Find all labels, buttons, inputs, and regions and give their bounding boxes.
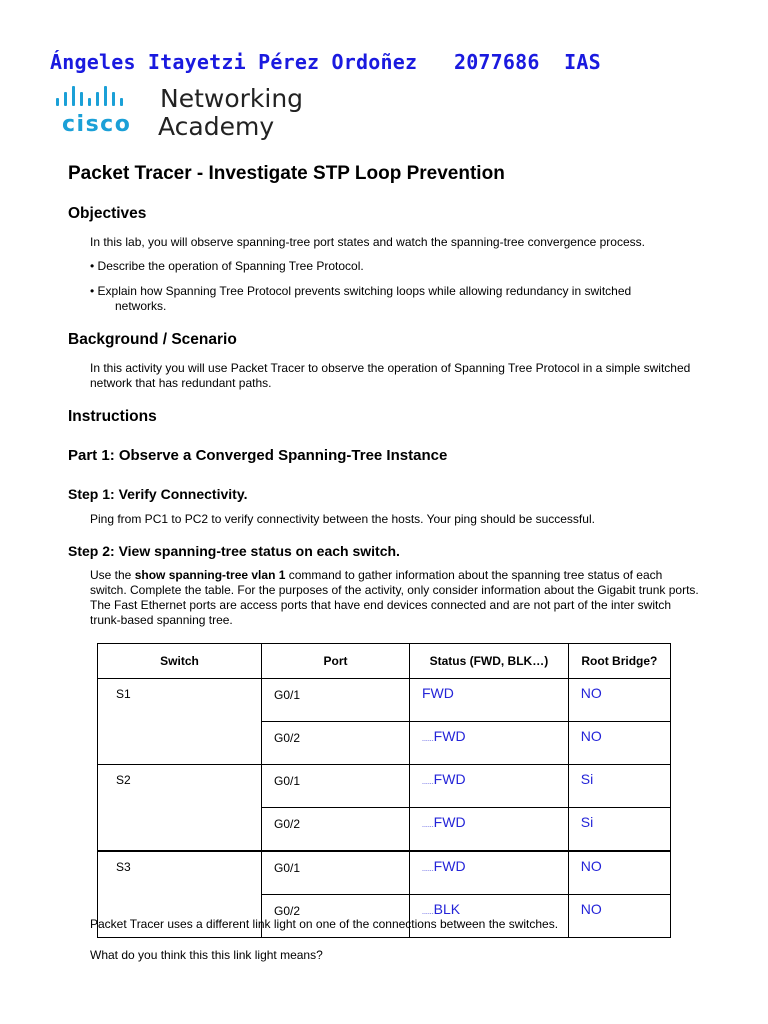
status-cell: ......FWD xyxy=(410,808,569,852)
step1-text: Ping from PC1 to PC2 to verify connectivity between the hosts. Your ping should be successful. xyxy=(90,512,595,526)
switch-cell: S3 xyxy=(98,851,262,938)
header-root-bridge: Root Bridge? xyxy=(568,644,670,679)
header-port: Port xyxy=(262,644,410,679)
objectives-intro: In this lab, you will observe spanning-tree port states and watch the spanning-tree convergence process. xyxy=(90,235,645,249)
objective-bullet-1: • Describe the operation of Spanning Tree Protocol. xyxy=(90,259,364,273)
port-cell: G0/2 xyxy=(262,808,410,852)
port-cell: G0/1 xyxy=(262,765,410,808)
status-cell: ......FWD xyxy=(410,765,569,808)
cisco-wordmark: cisco xyxy=(62,112,132,137)
background-heading: Background / Scenario xyxy=(68,331,237,348)
root-cell: NO xyxy=(568,679,670,722)
logo-networking-text: Networking xyxy=(160,84,304,113)
link-light-note: Packet Tracer uses a different link light on one of the connections between the switches. xyxy=(90,917,559,931)
port-cell: G0/2 xyxy=(262,722,410,765)
table-row xyxy=(98,851,671,895)
table-row xyxy=(98,765,671,808)
port-cell: G0/1 xyxy=(262,851,410,895)
status-cell: ......FWD xyxy=(410,851,569,895)
command-text: show spanning-tree vlan 1 xyxy=(134,568,286,582)
table-header-row xyxy=(98,644,671,679)
background-text: In this activity you will use Packet Tracer to observe the operation of Spanning Tree Protocol in a simple switched network that has redundant paths. xyxy=(90,361,691,390)
student-name-id: Ángeles Itayetzi Pérez Ordoñez 2077686 IAS xyxy=(50,50,601,74)
header-switch: Switch xyxy=(98,644,262,679)
step1-heading: Step 1: Verify Connectivity. xyxy=(68,486,248,502)
switch-cell: S1 xyxy=(98,679,262,765)
logo-academy-text: Academy xyxy=(158,112,275,141)
root-cell: Si xyxy=(568,765,670,808)
table-row xyxy=(98,679,671,722)
root-cell: NO xyxy=(568,895,670,938)
root-cell: NO xyxy=(568,722,670,765)
status-cell: FWD xyxy=(410,679,569,722)
port-cell: G0/1 xyxy=(262,679,410,722)
cisco-bars-icon xyxy=(56,86,146,106)
header-status: Status (FWD, BLK…) xyxy=(410,644,569,679)
port-cell: G0/2 xyxy=(262,895,410,938)
status-cell: ......FWD xyxy=(410,722,569,765)
instructions-heading: Instructions xyxy=(68,408,157,425)
part1-heading: Part 1: Observe a Converged Spanning-Tree Instance xyxy=(68,447,448,464)
stp-status-table xyxy=(97,643,671,938)
step2-heading: Step 2: View spanning-tree status on each switch. xyxy=(68,543,400,559)
page-title: Packet Tracer - Investigate STP Loop Prevention xyxy=(68,163,505,184)
root-cell: Si xyxy=(568,808,670,852)
cisco-networking-academy-logo xyxy=(52,84,312,142)
status-cell: ......BLK xyxy=(410,895,569,938)
link-light-question: What do you think this this link light means? xyxy=(90,948,323,962)
root-cell: NO xyxy=(568,851,670,895)
switch-cell: S2 xyxy=(98,765,262,852)
objectives-heading: Objectives xyxy=(68,205,147,222)
objective-bullet-2: • Explain how Spanning Tree Protocol prevents switching loops while allowing redundancy in switched networks. xyxy=(90,284,632,313)
step2-text: Use the show spanning-tree vlan 1 command to gather information about the spanning tree status of each switch. Complete the table. For the purposes of the activity, only consider information about the Gigabit trunk ports. The Fast Ethernet ports are access ports that have end devices connected and are not part of the inter switch trunk-based spanning tree. xyxy=(90,568,699,627)
